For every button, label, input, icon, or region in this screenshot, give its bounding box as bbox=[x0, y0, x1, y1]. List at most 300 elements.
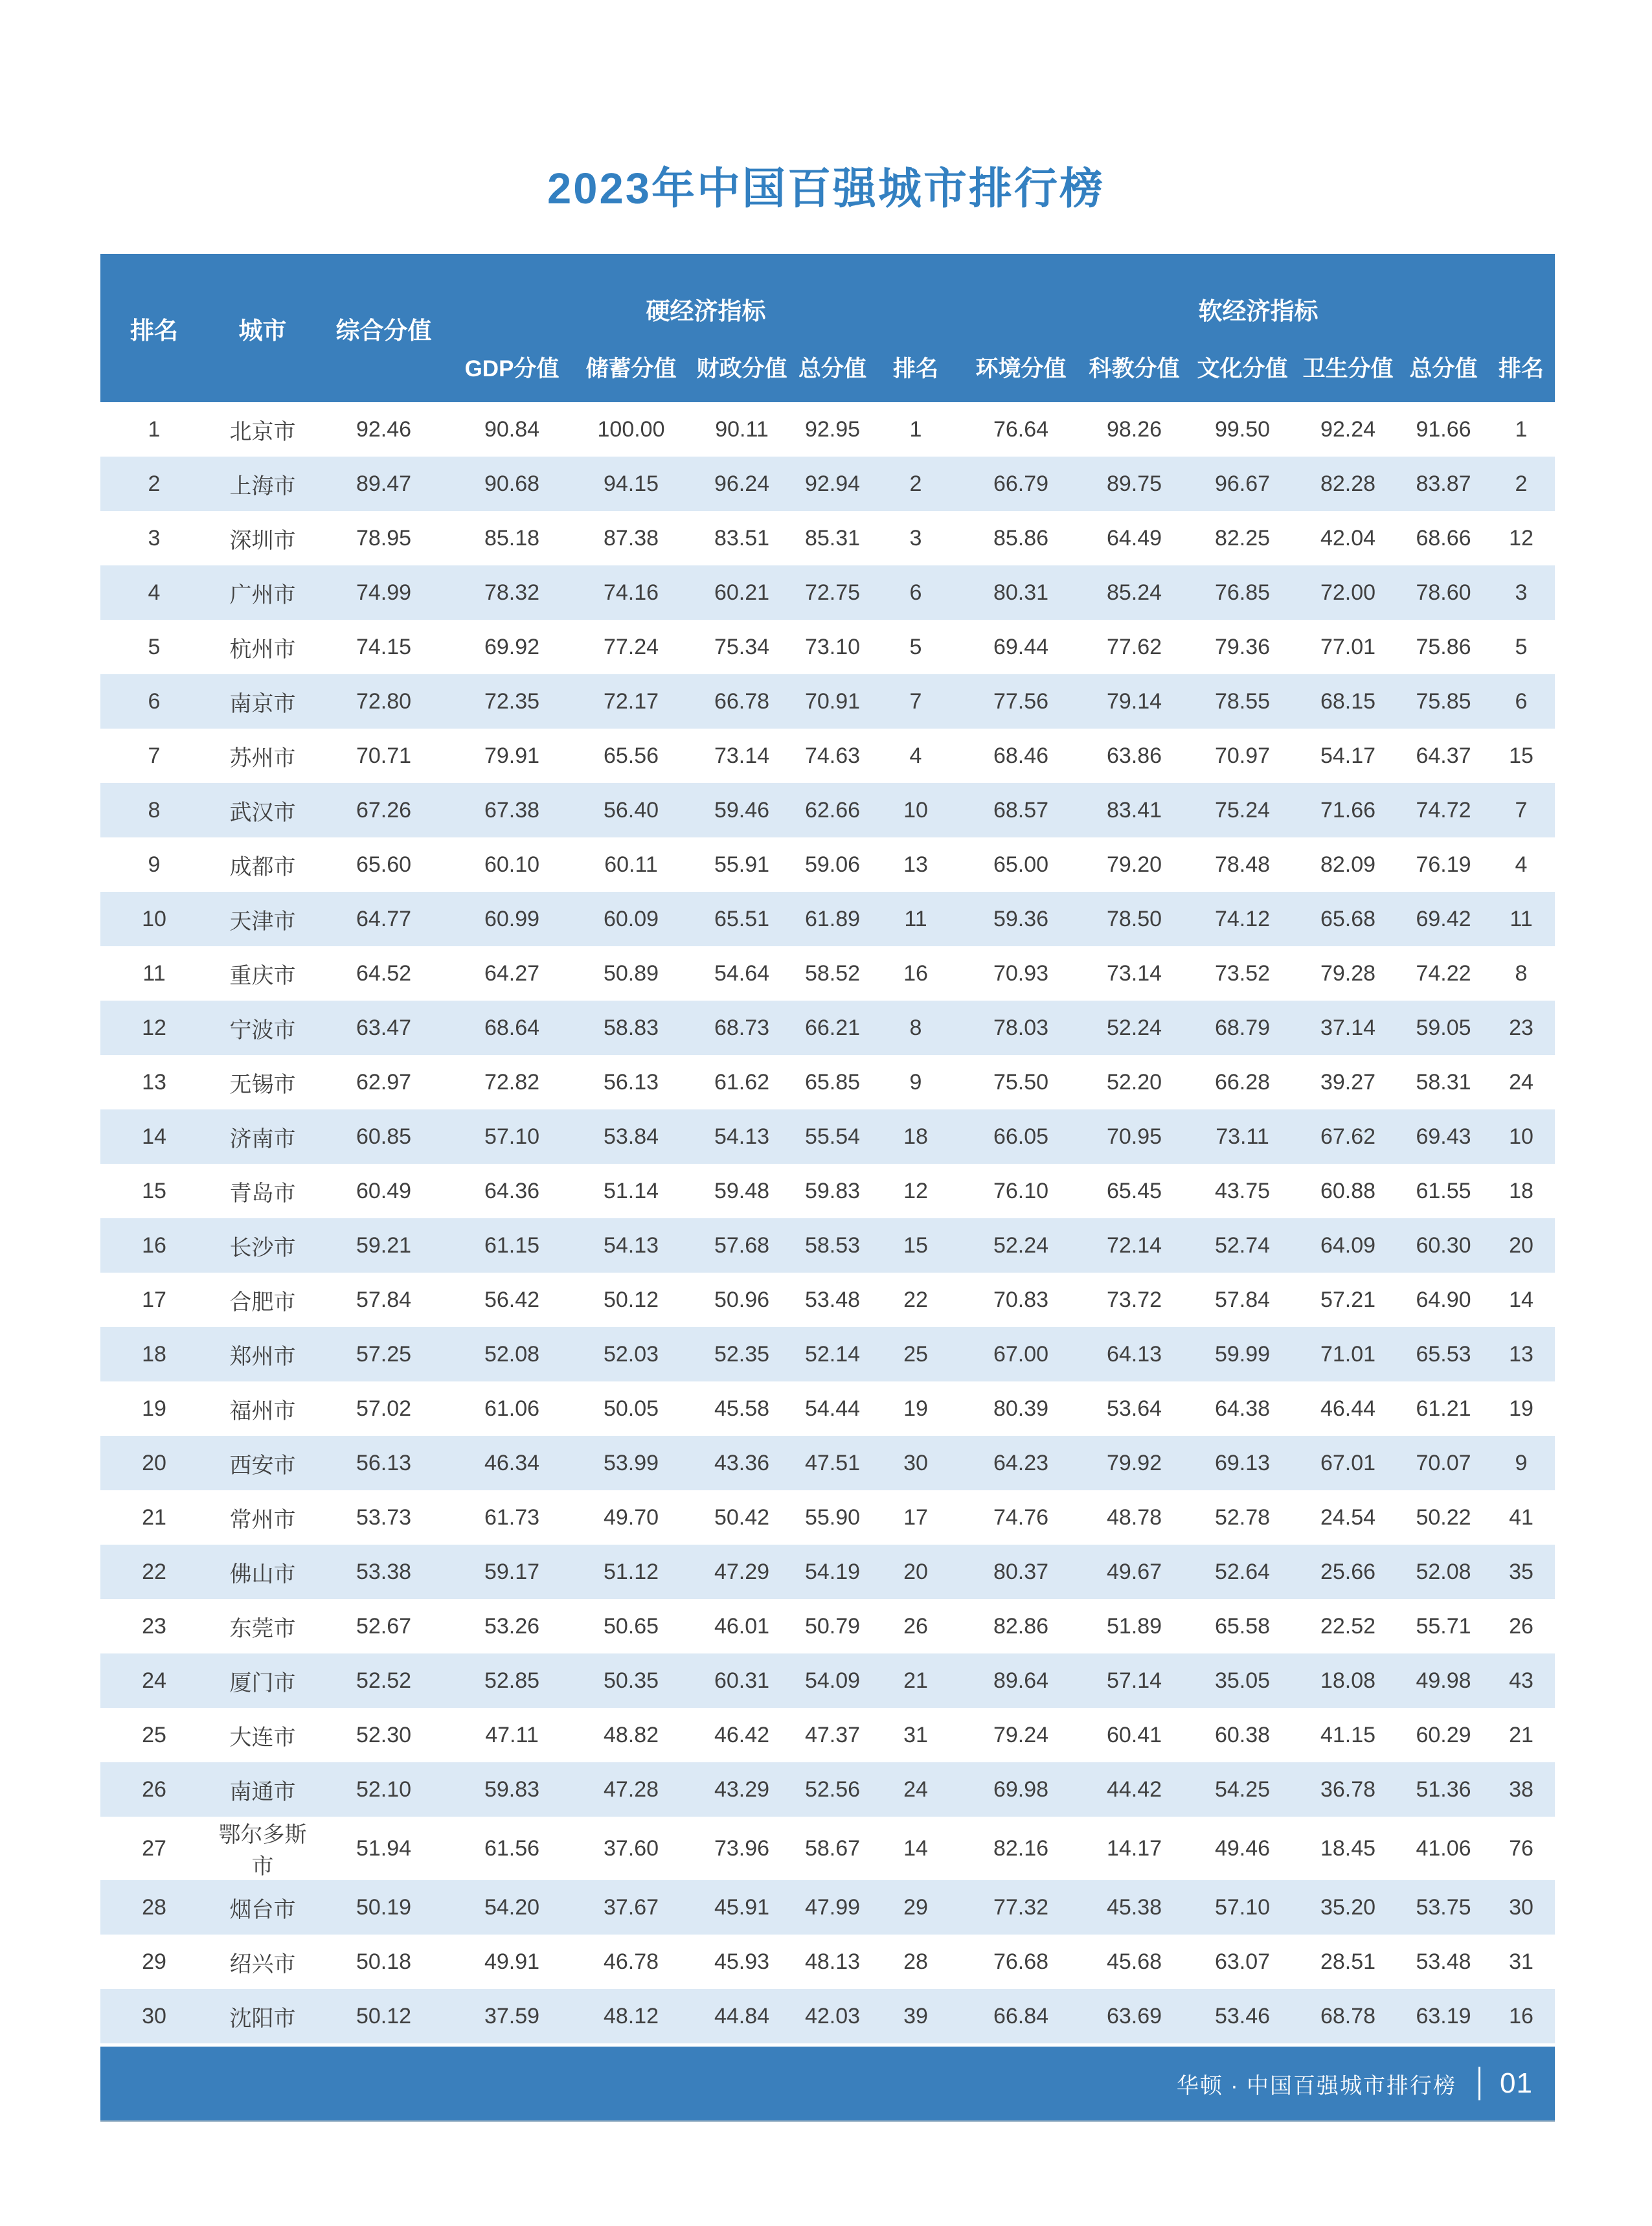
cell-hard-total: 52.14 bbox=[795, 1327, 870, 1381]
cell-city: 无锡市 bbox=[229, 1072, 296, 1097]
cell-rank: 10 bbox=[100, 892, 208, 946]
cell-fiscal: 60.31 bbox=[688, 1653, 795, 1708]
cell-hard-rank: 10 bbox=[870, 783, 962, 837]
cell-culture: 65.58 bbox=[1214, 1613, 1271, 1639]
cell-environment: 59.36 bbox=[962, 892, 1080, 946]
cell-composite: 51.94 bbox=[356, 1835, 412, 1861]
cell-environment: 75.50 bbox=[993, 1069, 1049, 1095]
cell-culture: 53.46 bbox=[1188, 1989, 1296, 2043]
cell-culture: 64.38 bbox=[1214, 1396, 1271, 1421]
cell-hard-rank: 21 bbox=[870, 1653, 962, 1708]
table-row bbox=[100, 1327, 1555, 1381]
cell-science-education: 78.50 bbox=[1080, 892, 1188, 946]
cell-soft-total: 55.71 bbox=[1416, 1613, 1471, 1639]
cell-hard-total: 47.99 bbox=[795, 1880, 870, 1935]
col-header-hard-rank: 排名 bbox=[870, 332, 962, 402]
table-row bbox=[100, 1218, 1555, 1273]
cell-fiscal: 60.21 bbox=[688, 565, 795, 620]
cell-gdp: 46.34 bbox=[450, 1436, 574, 1490]
cell-composite: 65.60 bbox=[356, 852, 412, 877]
table-row bbox=[100, 1989, 1555, 2043]
cell-savings: 51.14 bbox=[603, 1178, 659, 1203]
cell-gdp: 72.82 bbox=[484, 1069, 540, 1095]
cell-hard-total: 55.90 bbox=[804, 1505, 861, 1530]
cell-fiscal: 61.62 bbox=[714, 1069, 770, 1095]
cell-environment: 70.83 bbox=[993, 1287, 1049, 1312]
cell-hard-rank: 7 bbox=[870, 674, 962, 729]
cell-soft-rank: 20 bbox=[1488, 1218, 1555, 1273]
col-header-composite: 综合分值 bbox=[317, 254, 450, 402]
cell-savings: 50.65 bbox=[603, 1613, 659, 1639]
cell-soft-rank: 6 bbox=[1488, 674, 1555, 729]
cell-hard-rank: 30 bbox=[870, 1436, 962, 1490]
cell-rank: 5 bbox=[148, 634, 161, 659]
table-row bbox=[100, 729, 1555, 783]
cell-savings: 100.00 bbox=[597, 416, 665, 442]
cell-hard-total: 48.13 bbox=[804, 1949, 861, 1974]
cell-fiscal: 45.58 bbox=[714, 1396, 770, 1421]
cell-culture: 68.79 bbox=[1188, 1001, 1296, 1055]
cell-soft-rank: 13 bbox=[1488, 1327, 1555, 1381]
cell-health: 22.52 bbox=[1320, 1613, 1376, 1639]
table-row bbox=[100, 1109, 1555, 1164]
cell-composite: 50.12 bbox=[317, 1989, 450, 2043]
cell-hard-total: 50.79 bbox=[804, 1613, 861, 1639]
cell-savings: 50.12 bbox=[603, 1287, 659, 1312]
cell-science-education: 70.95 bbox=[1080, 1109, 1188, 1164]
cell-health: 65.68 bbox=[1296, 892, 1399, 946]
cell-soft-rank: 21 bbox=[1509, 1722, 1533, 1747]
cell-environment: 69.44 bbox=[993, 634, 1049, 659]
cell-city: 青岛市 bbox=[229, 1181, 296, 1206]
cell-gdp: 90.68 bbox=[450, 457, 574, 511]
cell-fiscal: 52.35 bbox=[688, 1327, 795, 1381]
cell-soft-rank: 7 bbox=[1488, 783, 1555, 837]
cell-composite: 57.84 bbox=[356, 1287, 412, 1312]
cell-hard-total: 54.09 bbox=[795, 1653, 870, 1708]
cell-health: 57.21 bbox=[1320, 1287, 1376, 1312]
cell-composite: 74.15 bbox=[356, 634, 412, 659]
cell-fiscal: 96.24 bbox=[688, 457, 795, 511]
cell-gdp: 57.10 bbox=[450, 1109, 574, 1164]
cell-composite: 72.80 bbox=[317, 674, 450, 729]
cell-hard-total: 53.48 bbox=[804, 1287, 861, 1312]
cell-rank: 26 bbox=[100, 1762, 208, 1817]
cell-science-education: 52.20 bbox=[1106, 1069, 1162, 1095]
cell-science-education: 51.89 bbox=[1106, 1613, 1162, 1639]
table-row bbox=[100, 1164, 1555, 1218]
cell-health: 72.00 bbox=[1296, 565, 1399, 620]
cell-city: 绍兴市 bbox=[229, 1951, 296, 1977]
cell-hard-total: 85.31 bbox=[804, 525, 861, 551]
cell-health: 82.09 bbox=[1320, 852, 1376, 877]
footer-bar bbox=[100, 2047, 1555, 2122]
cell-soft-rank: 15 bbox=[1509, 743, 1533, 768]
cell-environment: 80.39 bbox=[993, 1396, 1049, 1421]
cell-fiscal: 46.01 bbox=[714, 1613, 770, 1639]
table-row bbox=[100, 1653, 1555, 1708]
col-header-savings: 储蓄分值 bbox=[574, 332, 688, 402]
cell-savings: 60.11 bbox=[604, 852, 658, 877]
cell-savings: 87.38 bbox=[603, 525, 659, 551]
cell-science-education: 72.14 bbox=[1080, 1218, 1188, 1273]
cell-rank: 8 bbox=[100, 783, 208, 837]
cell-city: 常州市 bbox=[229, 1507, 296, 1532]
cell-soft-total: 61.55 bbox=[1416, 1178, 1471, 1203]
table-row bbox=[100, 783, 1555, 837]
cell-gdp: 72.35 bbox=[450, 674, 574, 729]
cell-city: 福州市 bbox=[229, 1398, 296, 1424]
cell-gdp: 61.06 bbox=[484, 1396, 540, 1421]
cell-soft-total: 65.53 bbox=[1399, 1327, 1488, 1381]
cell-environment: 74.76 bbox=[993, 1505, 1049, 1530]
cell-hard-rank: 9 bbox=[909, 1069, 922, 1095]
cell-soft-total: 69.43 bbox=[1399, 1109, 1488, 1164]
cell-soft-rank: 9 bbox=[1488, 1436, 1555, 1490]
cell-fiscal: 43.36 bbox=[688, 1436, 795, 1490]
cell-hard-total: 59.83 bbox=[804, 1178, 861, 1203]
cell-gdp: 52.85 bbox=[450, 1653, 574, 1708]
cell-environment: 80.37 bbox=[962, 1545, 1080, 1599]
cell-health: 24.54 bbox=[1320, 1505, 1376, 1530]
cell-soft-total: 74.22 bbox=[1416, 960, 1471, 986]
cell-soft-total: 50.22 bbox=[1416, 1505, 1471, 1530]
cell-fiscal: 47.29 bbox=[688, 1545, 795, 1599]
cell-health: 25.66 bbox=[1296, 1545, 1399, 1599]
cell-soft-total: 60.30 bbox=[1399, 1218, 1488, 1273]
cell-gdp: 60.99 bbox=[450, 892, 574, 946]
cell-rank: 22 bbox=[100, 1545, 208, 1599]
cell-gdp: 85.18 bbox=[484, 525, 540, 551]
cell-soft-total: 52.08 bbox=[1399, 1545, 1488, 1599]
cell-city: 大连市 bbox=[229, 1725, 296, 1750]
cell-health: 71.01 bbox=[1296, 1327, 1399, 1381]
cell-soft-total: 41.06 bbox=[1416, 1835, 1471, 1861]
cell-rank: 9 bbox=[148, 852, 161, 877]
cell-rank: 15 bbox=[142, 1178, 166, 1203]
cell-soft-total: 68.66 bbox=[1416, 525, 1471, 551]
cell-culture: 82.25 bbox=[1214, 525, 1271, 551]
cell-composite: 52.30 bbox=[356, 1722, 412, 1747]
cell-city: 广州市 bbox=[208, 565, 317, 620]
cell-hard-total: 66.21 bbox=[795, 1001, 870, 1055]
col-header-hard-total: 总分值 bbox=[795, 332, 870, 402]
cell-savings: 47.28 bbox=[574, 1762, 688, 1817]
col-header-city: 城市 bbox=[208, 254, 317, 402]
cell-city: 深圳市 bbox=[229, 528, 296, 553]
cell-science-education: 85.24 bbox=[1080, 565, 1188, 620]
cell-gdp: 64.27 bbox=[484, 960, 540, 986]
table-row bbox=[100, 1545, 1555, 1599]
cell-environment: 65.00 bbox=[993, 852, 1049, 877]
cell-health: 60.88 bbox=[1320, 1178, 1376, 1203]
cell-culture: 96.67 bbox=[1188, 457, 1296, 511]
cell-savings: 50.89 bbox=[603, 960, 659, 986]
cell-hard-rank: 20 bbox=[870, 1545, 962, 1599]
cell-fiscal: 54.64 bbox=[714, 960, 770, 986]
cell-science-education: 52.24 bbox=[1080, 1001, 1188, 1055]
cell-savings: 53.99 bbox=[574, 1436, 688, 1490]
cell-culture: 49.46 bbox=[1214, 1835, 1271, 1861]
cell-hard-rank: 28 bbox=[903, 1949, 928, 1974]
cell-hard-total: 74.63 bbox=[804, 743, 861, 768]
cell-composite: 57.25 bbox=[317, 1327, 450, 1381]
cell-fiscal: 44.84 bbox=[688, 1989, 795, 2043]
cell-savings: 50.05 bbox=[603, 1396, 659, 1421]
cell-fiscal: 73.14 bbox=[714, 743, 770, 768]
cell-environment: 89.64 bbox=[962, 1653, 1080, 1708]
cell-environment: 66.05 bbox=[962, 1109, 1080, 1164]
cell-science-education: 57.14 bbox=[1080, 1653, 1188, 1708]
cell-savings: 50.35 bbox=[574, 1653, 688, 1708]
table-row bbox=[100, 511, 1555, 565]
cell-city: 东莞市 bbox=[229, 1616, 296, 1641]
col-header-culture: 文化分值 bbox=[1188, 332, 1296, 402]
cell-composite: 59.21 bbox=[317, 1218, 450, 1273]
cell-hard-total: 61.89 bbox=[795, 892, 870, 946]
cell-environment: 68.46 bbox=[993, 743, 1049, 768]
cell-health: 36.78 bbox=[1296, 1762, 1399, 1817]
table-row bbox=[100, 1817, 1555, 1880]
table-row bbox=[100, 1001, 1555, 1055]
cell-soft-total: 83.87 bbox=[1399, 457, 1488, 511]
cell-environment: 76.68 bbox=[993, 1949, 1049, 1974]
cell-hard-rank: 5 bbox=[909, 634, 922, 659]
cell-hard-rank: 13 bbox=[903, 852, 928, 877]
cell-culture: 70.97 bbox=[1214, 743, 1271, 768]
cell-health: 18.45 bbox=[1320, 1835, 1376, 1861]
cell-gdp: 60.10 bbox=[484, 852, 540, 877]
cell-soft-total: 60.29 bbox=[1416, 1722, 1471, 1747]
cell-rank: 29 bbox=[142, 1949, 166, 1974]
cell-savings: 65.56 bbox=[603, 743, 659, 768]
cell-composite: 53.38 bbox=[317, 1545, 450, 1599]
table-row bbox=[100, 457, 1555, 511]
cell-hard-total: 92.94 bbox=[795, 457, 870, 511]
cell-composite: 52.10 bbox=[317, 1762, 450, 1817]
table-row bbox=[100, 892, 1555, 946]
cell-hard-total: 72.75 bbox=[795, 565, 870, 620]
cell-soft-rank: 11 bbox=[1488, 892, 1555, 946]
cell-science-education: 73.14 bbox=[1106, 960, 1162, 986]
cell-savings: 77.24 bbox=[603, 634, 659, 659]
cell-savings: 54.13 bbox=[574, 1218, 688, 1273]
cell-rank: 7 bbox=[148, 743, 161, 768]
cell-fiscal: 65.51 bbox=[688, 892, 795, 946]
cell-gdp: 90.84 bbox=[484, 416, 540, 442]
city-ranking-table bbox=[100, 254, 1555, 2043]
cell-rank: 16 bbox=[100, 1218, 208, 1273]
cell-gdp: 56.42 bbox=[484, 1287, 540, 1312]
cell-hard-rank: 1 bbox=[909, 416, 922, 442]
group-header-soft-economy: 软经济指标 bbox=[962, 254, 1555, 332]
cell-health: 68.78 bbox=[1296, 1989, 1399, 2043]
cell-hard-rank: 6 bbox=[870, 565, 962, 620]
col-header-gdp: GDP分值 bbox=[450, 332, 574, 402]
cell-gdp: 61.73 bbox=[484, 1505, 540, 1530]
cell-science-education: 64.13 bbox=[1080, 1327, 1188, 1381]
cell-rank: 11 bbox=[142, 960, 166, 986]
cell-savings: 37.60 bbox=[603, 1835, 659, 1861]
cell-health: 54.17 bbox=[1320, 743, 1376, 768]
cell-hard-total: 54.44 bbox=[804, 1396, 861, 1421]
cell-soft-rank: 76 bbox=[1509, 1835, 1533, 1861]
cell-environment: 67.00 bbox=[962, 1327, 1080, 1381]
cell-soft-rank: 12 bbox=[1509, 525, 1533, 551]
table-row bbox=[100, 565, 1555, 620]
cell-city: 苏州市 bbox=[229, 745, 296, 771]
cell-city: 长沙市 bbox=[208, 1218, 317, 1273]
cell-environment: 69.98 bbox=[962, 1762, 1080, 1817]
cell-environment: 76.64 bbox=[993, 416, 1049, 442]
cell-soft-rank: 24 bbox=[1509, 1069, 1533, 1095]
cell-culture: 78.55 bbox=[1188, 674, 1296, 729]
cell-city: 南通市 bbox=[208, 1762, 317, 1817]
cell-savings: 46.78 bbox=[603, 1949, 659, 1974]
cell-culture: 60.38 bbox=[1214, 1722, 1271, 1747]
cell-culture: 43.75 bbox=[1214, 1178, 1271, 1203]
cell-gdp: 61.15 bbox=[450, 1218, 574, 1273]
cell-soft-total: 58.31 bbox=[1416, 1069, 1471, 1095]
table-row bbox=[100, 402, 1555, 457]
cell-gdp: 64.36 bbox=[484, 1178, 540, 1203]
cell-fiscal: 45.93 bbox=[714, 1949, 770, 1974]
cell-fiscal: 50.96 bbox=[714, 1287, 770, 1312]
cell-soft-rank: 4 bbox=[1515, 852, 1528, 877]
cell-soft-rank: 18 bbox=[1509, 1178, 1533, 1203]
cell-soft-rank: 10 bbox=[1488, 1109, 1555, 1164]
cell-rank: 2 bbox=[100, 457, 208, 511]
cell-rank: 3 bbox=[148, 525, 161, 551]
cell-health: 35.20 bbox=[1296, 1880, 1399, 1935]
cell-culture: 69.13 bbox=[1188, 1436, 1296, 1490]
cell-city: 佛山市 bbox=[208, 1545, 317, 1599]
cell-rank: 25 bbox=[142, 1722, 166, 1747]
cell-science-education: 79.14 bbox=[1080, 674, 1188, 729]
cell-composite: 63.47 bbox=[317, 1001, 450, 1055]
cell-soft-total: 91.66 bbox=[1416, 416, 1471, 442]
cell-hard-total: 73.10 bbox=[804, 634, 861, 659]
cell-environment: 80.31 bbox=[962, 565, 1080, 620]
cell-soft-total: 75.85 bbox=[1399, 674, 1488, 729]
cell-soft-rank: 30 bbox=[1488, 1880, 1555, 1935]
cell-health: 79.28 bbox=[1320, 960, 1376, 986]
cell-rank: 30 bbox=[100, 1989, 208, 2043]
cell-health: 82.28 bbox=[1296, 457, 1399, 511]
cell-health: 64.09 bbox=[1296, 1218, 1399, 1273]
cell-health: 28.51 bbox=[1320, 1949, 1376, 1974]
cell-rank: 20 bbox=[100, 1436, 208, 1490]
col-header-science-education: 科教分值 bbox=[1080, 332, 1188, 402]
cell-hard-rank: 12 bbox=[903, 1178, 928, 1203]
table-row bbox=[100, 1436, 1555, 1490]
cell-composite: 60.85 bbox=[317, 1109, 450, 1164]
cell-fiscal: 59.48 bbox=[714, 1178, 770, 1203]
cell-environment: 77.32 bbox=[962, 1880, 1080, 1935]
cell-health: 41.15 bbox=[1320, 1722, 1376, 1747]
cell-fiscal: 54.13 bbox=[688, 1109, 795, 1164]
cell-soft-total: 70.07 bbox=[1399, 1436, 1488, 1490]
group-header-hard-economy: 硬经济指标 bbox=[450, 254, 962, 332]
cell-environment: 82.86 bbox=[993, 1613, 1049, 1639]
cell-environment: 68.57 bbox=[962, 783, 1080, 837]
cell-savings: 53.84 bbox=[574, 1109, 688, 1164]
cell-savings: 52.03 bbox=[574, 1327, 688, 1381]
cell-science-education: 14.17 bbox=[1106, 1835, 1162, 1861]
cell-gdp: 49.91 bbox=[484, 1949, 540, 1974]
cell-fiscal: 66.78 bbox=[688, 674, 795, 729]
cell-science-education: 79.92 bbox=[1080, 1436, 1188, 1490]
cell-savings: 48.82 bbox=[603, 1722, 659, 1747]
cell-soft-rank: 8 bbox=[1515, 960, 1528, 986]
cell-science-education: 73.72 bbox=[1106, 1287, 1162, 1312]
cell-city: 武汉市 bbox=[208, 783, 317, 837]
cell-gdp: 78.32 bbox=[450, 565, 574, 620]
cell-composite: 50.18 bbox=[356, 1949, 412, 1974]
cell-culture: 63.07 bbox=[1214, 1949, 1271, 1974]
cell-science-education: 65.45 bbox=[1106, 1178, 1162, 1203]
cell-environment: 66.79 bbox=[962, 457, 1080, 511]
cell-rank: 28 bbox=[100, 1880, 208, 1935]
cell-science-education: 63.69 bbox=[1080, 1989, 1188, 2043]
cell-environment: 70.93 bbox=[993, 960, 1049, 986]
cell-composite: 89.47 bbox=[317, 457, 450, 511]
cell-health: 68.15 bbox=[1296, 674, 1399, 729]
cell-culture: 52.78 bbox=[1214, 1505, 1271, 1530]
cell-composite: 50.19 bbox=[317, 1880, 450, 1935]
footer-divider bbox=[1478, 2067, 1480, 2100]
cell-soft-total: 53.48 bbox=[1416, 1949, 1471, 1974]
cell-science-education: 60.41 bbox=[1106, 1722, 1162, 1747]
cell-fiscal: 83.51 bbox=[714, 525, 770, 551]
cell-composite: 52.52 bbox=[317, 1653, 450, 1708]
cell-soft-rank: 23 bbox=[1488, 1001, 1555, 1055]
cell-science-education: 49.67 bbox=[1080, 1545, 1188, 1599]
cell-hard-total: 55.54 bbox=[795, 1109, 870, 1164]
table-row bbox=[100, 946, 1555, 1001]
cell-culture: 54.25 bbox=[1188, 1762, 1296, 1817]
table-header bbox=[100, 254, 1555, 402]
cell-science-education: 98.26 bbox=[1106, 416, 1162, 442]
footer-page-number: 01 bbox=[1500, 2067, 1533, 2099]
table-row bbox=[100, 1599, 1555, 1653]
cell-soft-total: 64.37 bbox=[1416, 743, 1471, 768]
cell-culture: 73.52 bbox=[1214, 960, 1271, 986]
cell-fiscal: 55.91 bbox=[714, 852, 770, 877]
table-row bbox=[100, 1381, 1555, 1436]
cell-environment: 66.84 bbox=[962, 1989, 1080, 2043]
cell-hard-rank: 14 bbox=[903, 1835, 928, 1861]
cell-composite: 62.97 bbox=[356, 1069, 412, 1095]
cell-culture: 78.48 bbox=[1214, 852, 1271, 877]
cell-science-education: 64.49 bbox=[1106, 525, 1162, 551]
cell-rank: 1 bbox=[148, 416, 161, 442]
cell-soft-total: 61.21 bbox=[1416, 1396, 1471, 1421]
cell-hard-rank: 16 bbox=[903, 960, 928, 986]
cell-soft-total: 69.42 bbox=[1399, 892, 1488, 946]
cell-environment: 85.86 bbox=[993, 525, 1049, 551]
cell-city: 宁波市 bbox=[208, 1001, 317, 1055]
cell-fiscal: 57.68 bbox=[688, 1218, 795, 1273]
cell-rank: 18 bbox=[100, 1327, 208, 1381]
cell-savings: 60.09 bbox=[574, 892, 688, 946]
table-body bbox=[100, 402, 1555, 2043]
cell-composite: 64.77 bbox=[317, 892, 450, 946]
cell-fiscal: 43.29 bbox=[688, 1762, 795, 1817]
table-row bbox=[100, 1055, 1555, 1109]
cell-culture: 75.24 bbox=[1188, 783, 1296, 837]
cell-science-education: 45.38 bbox=[1080, 1880, 1188, 1935]
